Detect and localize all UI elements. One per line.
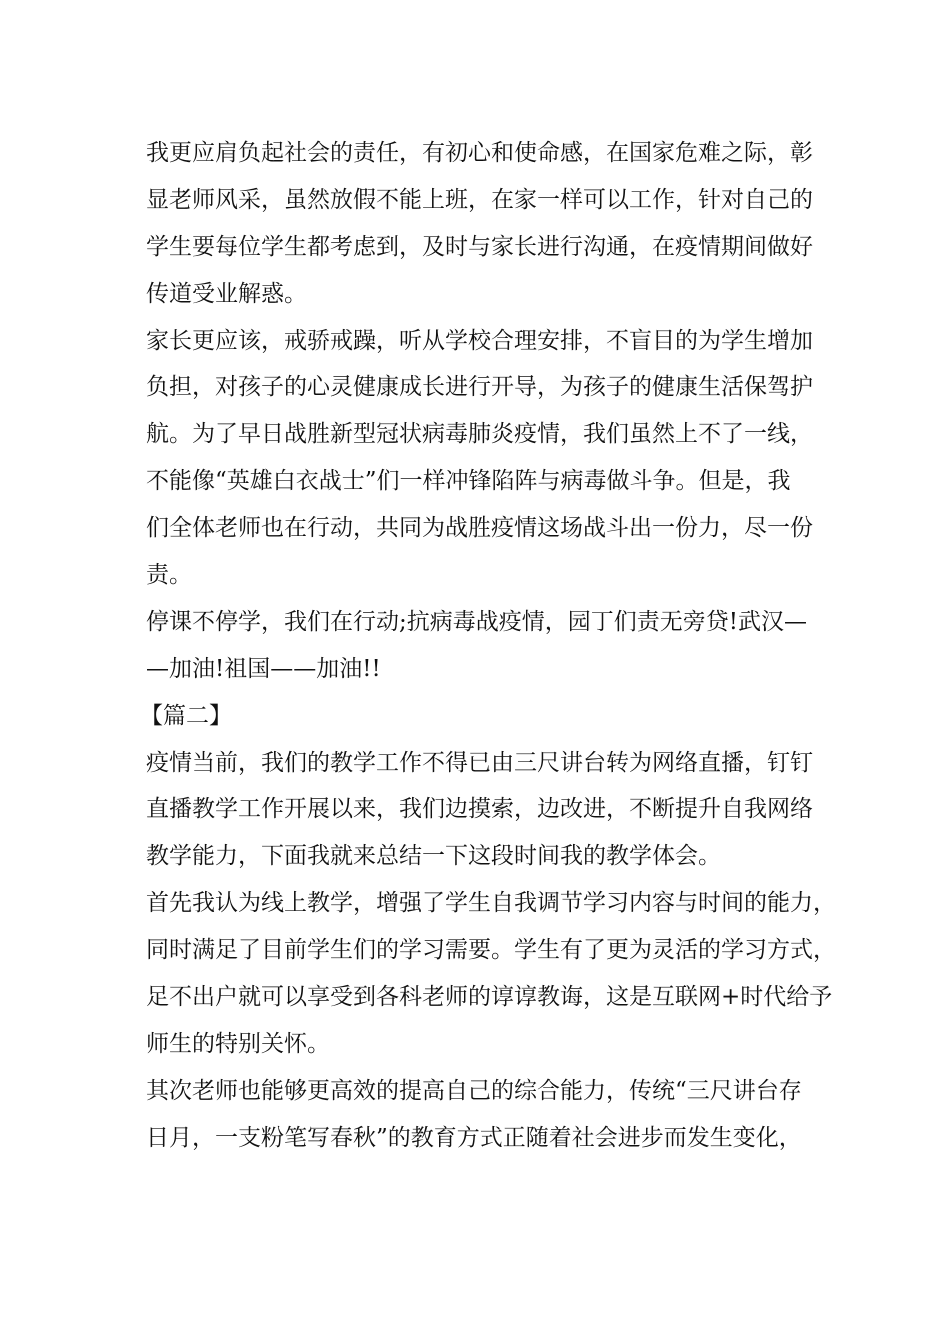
text-line: 足不出户就可以享受到各科老师的谆谆教诲，这是互联网+时代给予 bbox=[146, 984, 833, 1011]
text-line: 显老师风采，虽然放假不能上班，在家一样可以工作，针对自己的 bbox=[146, 186, 813, 213]
text-line: 同时满足了目前学生们的学习需要。学生有了更为灵活的学习方式， bbox=[146, 937, 836, 964]
text-line: 家长更应该，戒骄戒躁，听从学校合理安排，不盲目的为学生增加 bbox=[146, 327, 813, 354]
text-line: 航。为了早日战胜新型冠状病毒肺炎疫情，我们虽然上不了一线， bbox=[146, 421, 813, 448]
text-line: 其次老师也能够更高效的提高自己的综合能力，传统“三尺讲台存 bbox=[146, 1077, 802, 1104]
text-line: 负担，对孩子的心灵健康成长进行开导，为孩子的健康生活保驾护 bbox=[146, 374, 813, 401]
text-line: 我更应肩负起社会的责任，有初心和使命感，在国家危难之际，彰 bbox=[146, 140, 813, 166]
document-body bbox=[140, 130, 846, 1162]
text-line: 们全体老师也在行动，共同为战胜疫情这场战斗出一份力，尽一份 bbox=[146, 515, 813, 542]
text-line: 首先我认为线上教学，增强了学生自我调节学习内容与时间的能力， bbox=[146, 890, 836, 917]
section-heading: 【篇二】 bbox=[140, 702, 232, 729]
text-line: 师生的特别关怀。 bbox=[146, 1030, 330, 1057]
text-line: 疫情当前，我们的教学工作不得已由三尺讲台转为网络直播，钉钉 bbox=[146, 749, 813, 776]
text-line: 日月，一支粉笔写春秋”的教育方式正随着社会进步而发生变化， bbox=[146, 1124, 802, 1151]
text-line: 学生要每位学生都考虑到，及时与家长进行沟通，在疫情期间做好 bbox=[146, 233, 813, 260]
text-line: 直播教学工作开展以来，我们边摸索，边改进，不断提升自我网络 bbox=[146, 796, 813, 823]
text-line: 传道受业解惑。 bbox=[146, 280, 307, 307]
text-line: —加油!祖国——加油!! bbox=[146, 655, 381, 682]
text-line: 不能像“英雄白衣战士”们一样冲锋陷阵与病毒做斗争。但是，我 bbox=[146, 468, 791, 495]
text-line: 责。 bbox=[146, 562, 192, 589]
text-line: 停课不停学，我们在行动;抗病毒战疫情，园丁们责无旁贷!武汉— bbox=[146, 608, 807, 635]
text-line: 教学能力，下面我就来总结一下这段时间我的教学体会。 bbox=[146, 843, 721, 870]
